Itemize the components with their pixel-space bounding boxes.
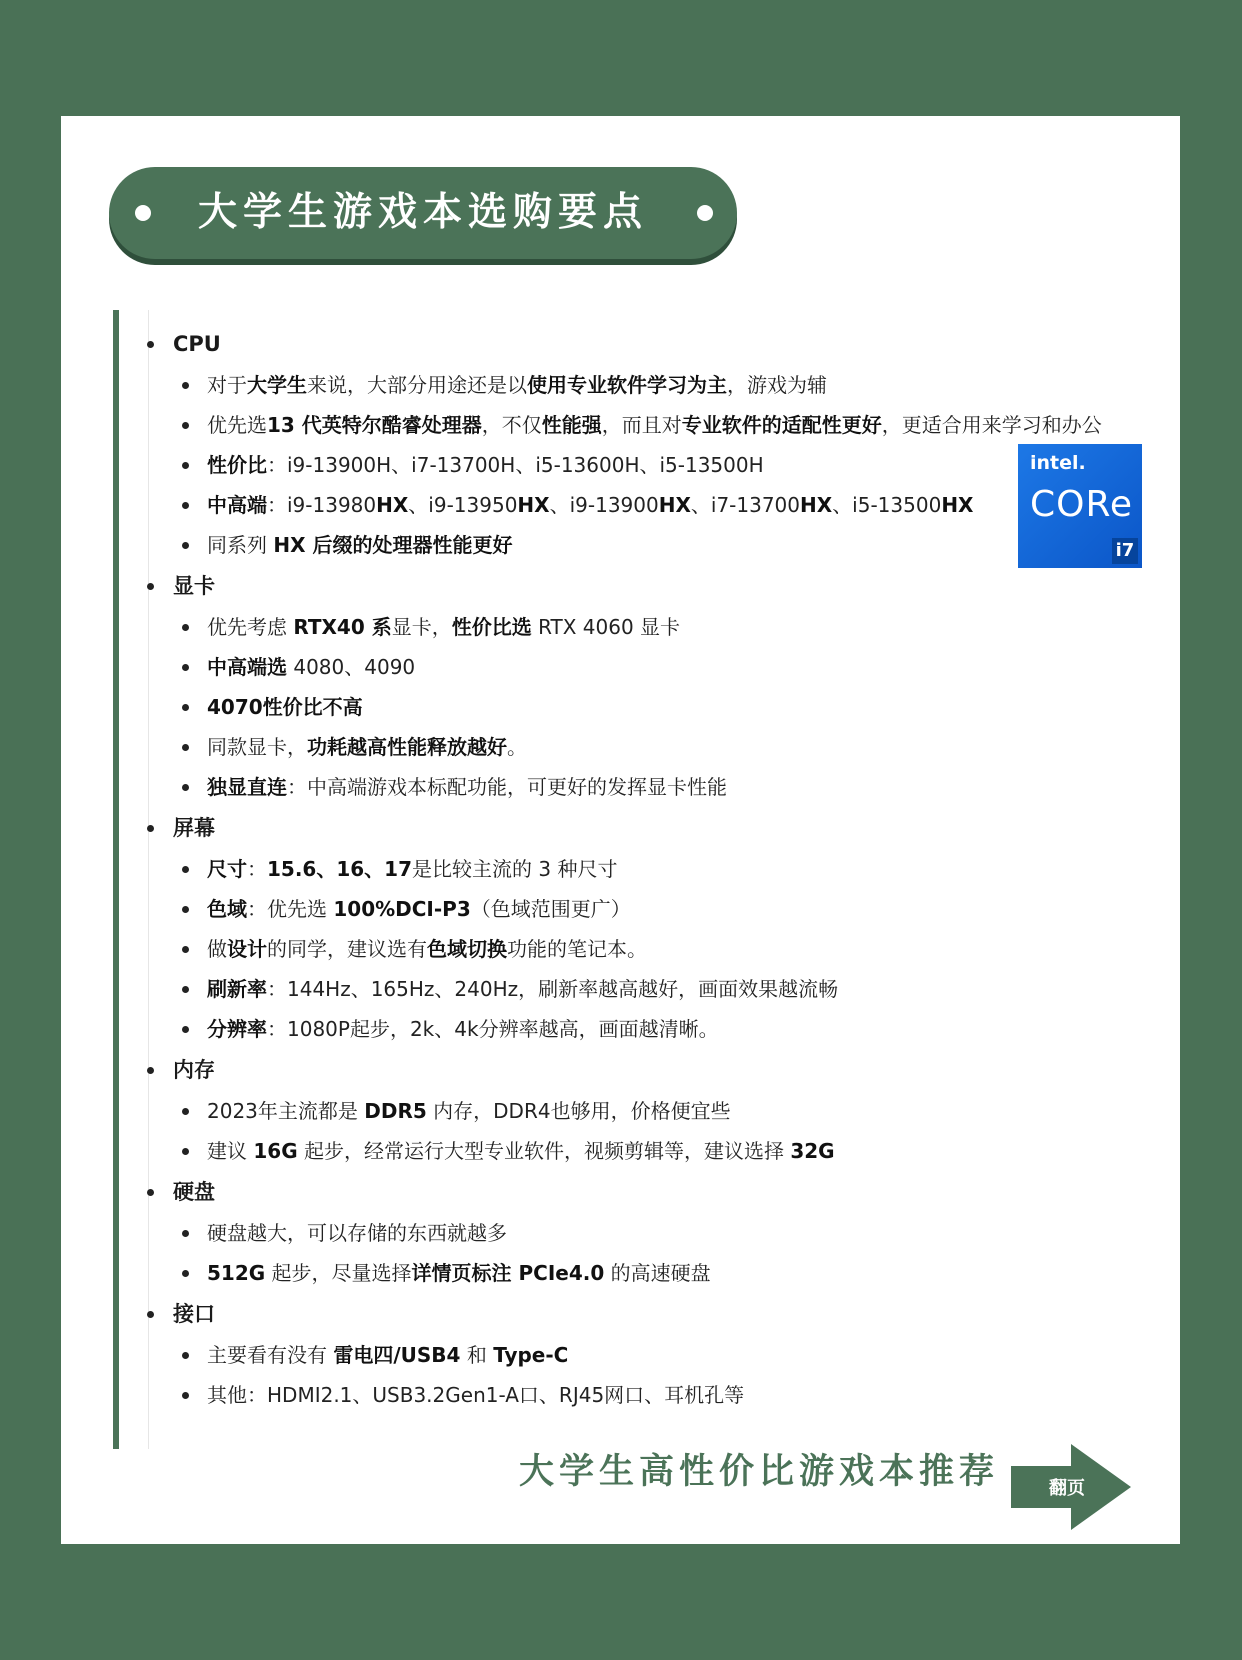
section-heading: 显卡 [61, 565, 1180, 607]
text: 、i9-13900 [549, 493, 659, 517]
text: 其他：HDMI2.1、USB3.2Gen1-A口、RJ45网口、耳机孔等 [207, 1383, 745, 1407]
text: ：1080P起步，2k、4k分辨率越高，画面越清晰。 [267, 1017, 719, 1041]
bullet-dot-icon [697, 205, 713, 221]
text: 显卡， [391, 615, 452, 639]
text: 的同学，建议选有 [267, 937, 427, 961]
footer-title: 大学生高性价比游戏本推荐 [519, 1452, 1000, 1492]
list-item [61, 929, 1180, 969]
list-item [61, 1253, 1180, 1293]
text: ： [247, 857, 267, 881]
bold-text: 色域切换 [427, 937, 507, 961]
bold-text: DDR5 [364, 1099, 427, 1123]
bold-text: 15.6、16、17 [267, 857, 413, 881]
bold-text: 16G [253, 1139, 298, 1163]
text: ，而且对 [601, 413, 682, 437]
bold-text: 性价比 [207, 453, 267, 477]
list-item [61, 849, 1180, 889]
list-item [61, 1131, 1180, 1171]
bold-text: 功耗越高性能释放越好 [307, 735, 507, 759]
text: 做 [207, 937, 227, 961]
bold-text: 性价比选 [451, 615, 532, 639]
text: 优先选 [207, 413, 267, 437]
section [61, 323, 1180, 565]
list-item [61, 727, 1180, 767]
bold-text: 13 代英特尔酷睿处理器 [267, 413, 482, 437]
list-item [61, 1335, 1180, 1375]
list-item [61, 525, 1180, 565]
text: ，更适合用来学习和办公 [881, 413, 1102, 437]
text: 、i9-13950 [408, 493, 518, 517]
bold-text: 设计 [227, 937, 267, 961]
section [61, 1171, 1180, 1293]
bold-text: 性能强 [541, 413, 602, 437]
intel-brand-text: intel. [1030, 452, 1086, 474]
list-item [61, 1213, 1180, 1253]
text: ：i9-13900H、i7-13700H、i5-13600H、i5-13500H [267, 453, 764, 477]
bold-text: RTX40 系 [293, 615, 392, 639]
bold-text: 中高端 [207, 493, 267, 517]
bold-text: 大学生 [247, 373, 307, 397]
bold-text: HX 后缀的处理器性能更好 [273, 533, 513, 557]
list-item [61, 1091, 1180, 1131]
text: 。 [507, 735, 527, 759]
list-item [61, 687, 1180, 727]
content-card [61, 116, 1180, 1544]
section-heading: 硬盘 [61, 1171, 1180, 1213]
text: 同款显卡， [207, 735, 307, 759]
bold-text: 色域 [207, 897, 247, 921]
text: ：优先选 [247, 897, 334, 921]
list-item [61, 969, 1180, 1009]
text: （色域范围更广） [470, 897, 631, 921]
bold-text: 专业软件的适配性更好 [681, 413, 882, 437]
title-banner [109, 167, 737, 259]
list-item [61, 365, 1180, 405]
list-item [61, 1009, 1180, 1049]
bold-text: HX [800, 493, 833, 517]
text: RTX 4060 显卡 [531, 615, 681, 639]
text: 是比较主流的 3 种尺寸 [412, 857, 618, 881]
section-heading: 屏幕 [61, 807, 1180, 849]
text: 、i7-13700 [690, 493, 801, 517]
section [61, 807, 1180, 1049]
list-item [61, 405, 1180, 445]
section [61, 565, 1180, 807]
bold-text: HX [941, 493, 974, 517]
bold-text: HX [658, 493, 691, 517]
bold-text: 独显直连 [207, 775, 287, 799]
i7-badge: i7 [1112, 538, 1138, 564]
section [61, 1293, 1180, 1415]
bold-text: 详情页标注 PCIe4.0 [411, 1261, 605, 1285]
text: 主要看有没有 [207, 1343, 334, 1367]
text: 2023年主流都是 [207, 1099, 365, 1123]
bold-text: 4070性价比不高 [207, 695, 363, 719]
list-item [61, 889, 1180, 929]
spec-list [61, 323, 1180, 1415]
text: 同系列 [207, 533, 274, 557]
text: 对于 [207, 373, 247, 397]
text: 4080、4090 [287, 655, 416, 679]
text: ，不仅 [481, 413, 542, 437]
bold-text: 刷新率 [207, 977, 267, 1001]
text: ，游戏为辅 [727, 373, 827, 397]
intel-core-i7-logo [1018, 444, 1142, 568]
bold-text: 100%DCI-P3 [333, 897, 471, 921]
text: 起步，尽量选择 [265, 1261, 412, 1285]
section-heading: 接口 [61, 1293, 1180, 1335]
bold-text: 雷电四/USB4 [333, 1343, 461, 1367]
section-heading: 内存 [61, 1049, 1180, 1091]
bold-text: 分辨率 [207, 1017, 267, 1041]
next-page-button[interactable]: 翻页 [1049, 1478, 1085, 1499]
bold-text: HX [517, 493, 550, 517]
list-item [61, 445, 1180, 485]
bold-text: 中高端选 [207, 655, 287, 679]
text: 和 [460, 1343, 494, 1367]
list-item [61, 1375, 1180, 1415]
text: 起步，经常运行大型专业软件，视频剪辑等，建议选择 [297, 1139, 791, 1163]
bold-text: Type-C [493, 1343, 569, 1367]
text: 建议 [207, 1139, 254, 1163]
text: 内存，DDR4也够用，价格便宜些 [426, 1099, 731, 1123]
list-item [61, 485, 1180, 525]
bold-text: 32G [790, 1139, 835, 1163]
list-item [61, 647, 1180, 687]
list-item [61, 767, 1180, 807]
section [61, 1049, 1180, 1171]
text: 硬盘越大，可以存储的东西就越多 [207, 1221, 507, 1245]
text: ：i9-13980 [267, 493, 377, 517]
text: ：144Hz、165Hz、240Hz，刷新率越高越好，画面效果越流畅 [267, 977, 839, 1001]
text: 来说，大部分用途还是以 [307, 373, 527, 397]
core-text: CORe [1030, 484, 1134, 525]
bold-text: HX [376, 493, 409, 517]
section-heading: CPU [61, 323, 1180, 365]
list-item [61, 607, 1180, 647]
text: ：中高端游戏本标配功能，可更好的发挥显卡性能 [287, 775, 727, 799]
text: 优先考虑 [207, 615, 294, 639]
bold-text: 512G [207, 1261, 266, 1285]
bold-text: 使用专业软件学习为主 [527, 373, 727, 397]
text: 功能的笔记本。 [507, 937, 647, 961]
text: 的高速硬盘 [604, 1261, 711, 1285]
page-title: 大学生游戏本选购要点 [197, 190, 648, 235]
text: 、i5-13500 [832, 493, 942, 517]
bold-text: 尺寸 [207, 857, 247, 881]
